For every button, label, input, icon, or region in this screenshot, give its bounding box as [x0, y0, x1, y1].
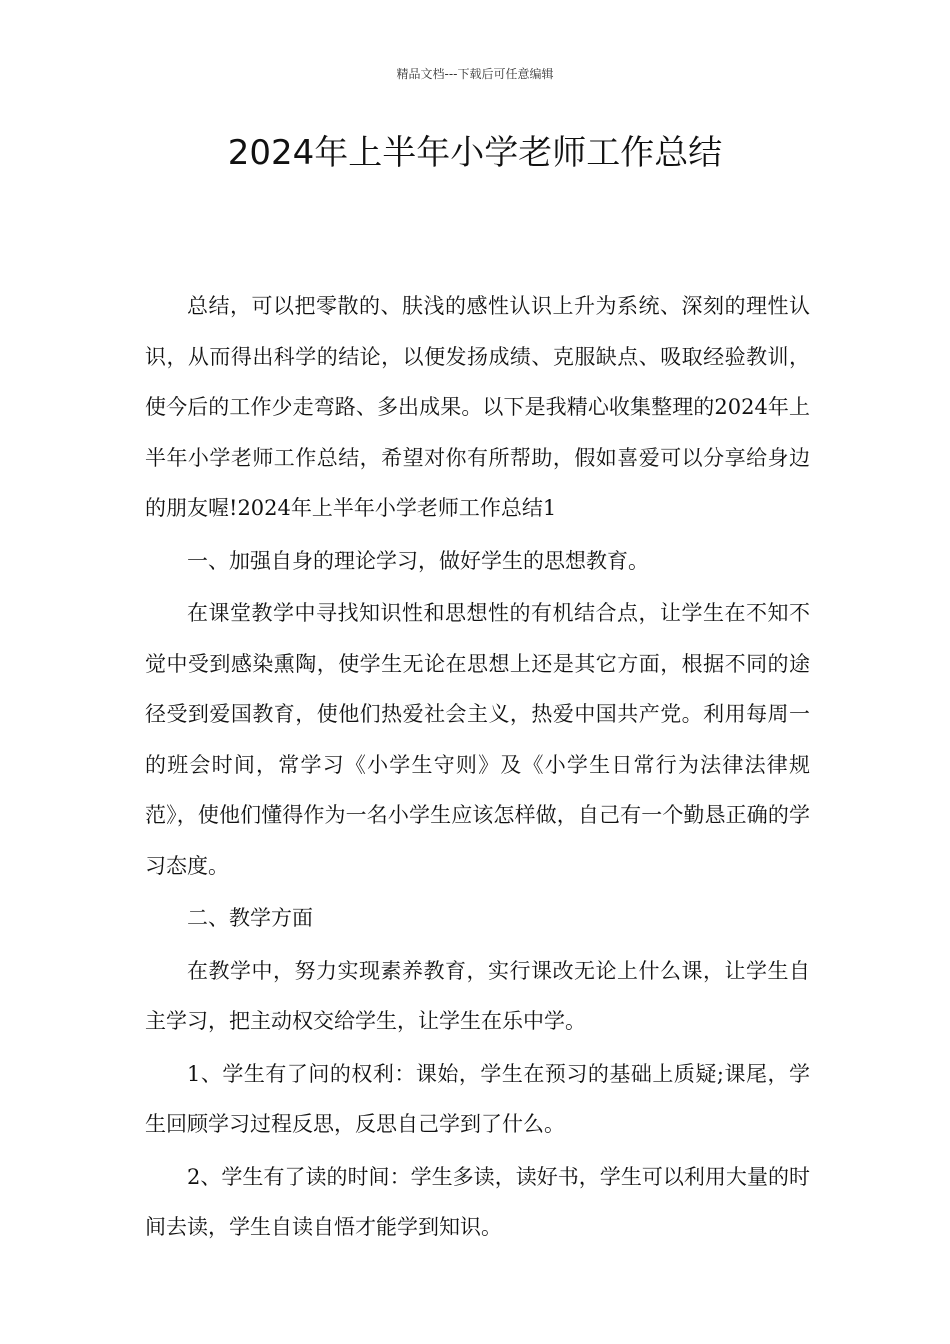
- section-heading-1: 一、加强自身的理论学习，做好学生的思想教育。: [187, 548, 649, 573]
- section-heading-2: 二、教学方面: [187, 906, 313, 930]
- document-body: [145, 281, 810, 1253]
- list-item-reading-time: 2、学生有了读的时间：学生多读，读好书，学生可以利用大量的时间去读，学生自读自悟才能学到知识。: [145, 1164, 810, 1239]
- document-title: 2024年上半年小学老师工作总结: [227, 133, 723, 173]
- header-note: 精品文档---下载后可任意编辑: [396, 67, 554, 81]
- list-item-question-right: 1、学生有了问的权利：课始，学生在预习的基础上质疑;课尾，学生回顾学习过程反思，反思自己学到了什么。: [145, 1061, 810, 1136]
- paragraph-teaching: 在教学中，努力实现素养教育，实行课改无论上什么课，让学生自主学习，把主动权交给学生，让学生在乐中学。: [145, 958, 810, 1033]
- paragraph-theory-study: 在课堂教学中寻找知识性和思想性的有机结合点，让学生在不知不觉中受到感染熏陶，使学生无论在思想上还是其它方面，根据不同的途径受到爱国教育，使他们热爱社会主义，热爱中国共产党。利用每周一的班会时间，常学习《小学生守则》及《小学生日常行为法律法律规范》，使他们懂得作为一名小学生应该怎样做，自己有一个勤恳正确的学习态度。: [145, 601, 810, 878]
- paragraph-intro: 总结，可以把零散的、肤浅的感性认识上升为系统、深刻的理性认识，从而得出科学的结论，以便发扬成绩、克服缺点、吸取经验教训，使今后的工作少走弯路、多出成果。以下是我精心收集整理的2024年上半年小学老师工作总结，希望对你有所帮助，假如喜爱可以分享给身边的朋友喔!2024年上半年小学老师工作总结1: [145, 294, 810, 520]
